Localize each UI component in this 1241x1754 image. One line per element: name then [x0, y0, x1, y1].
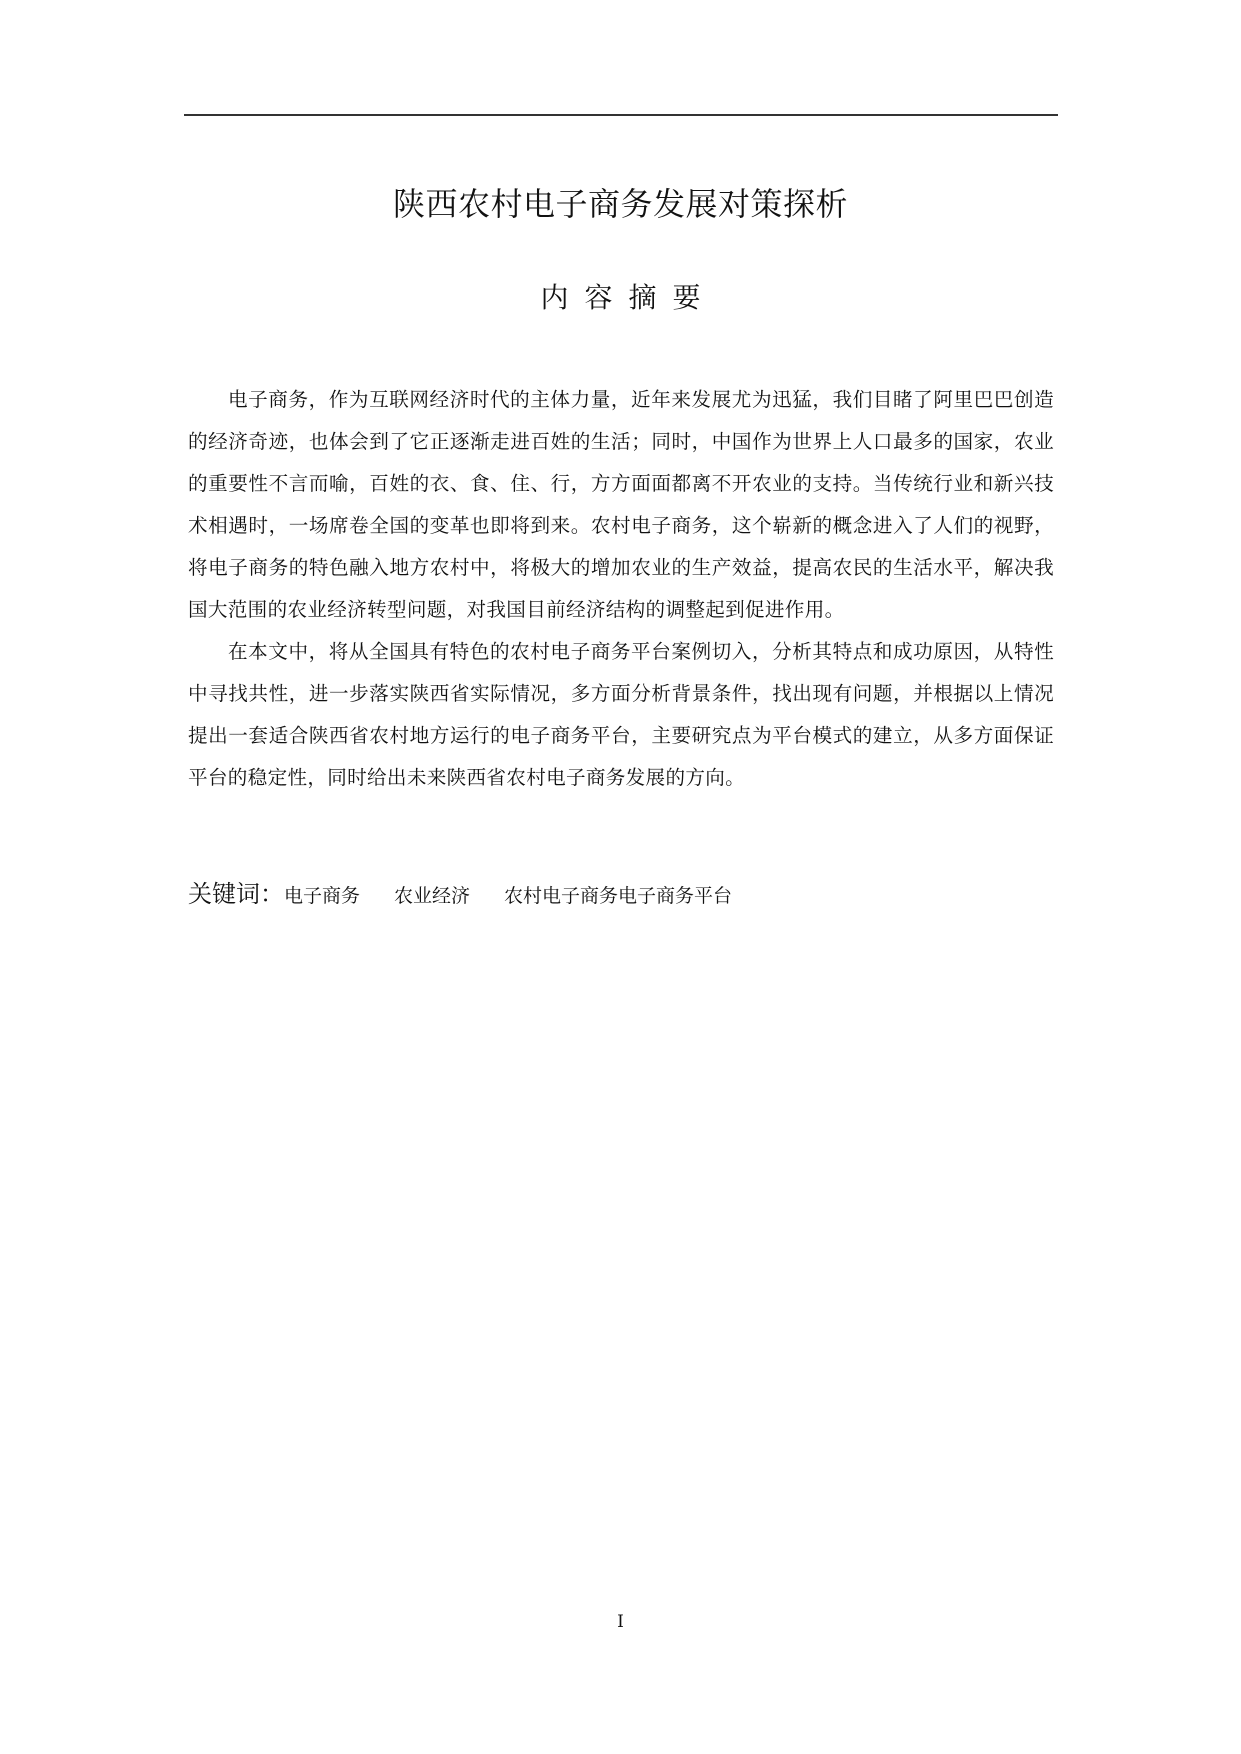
keywords-line: [188, 876, 1054, 915]
abstract-heading: 内容摘要: [540, 281, 717, 314]
abstract-paragraph: 在本文中，将从全国具有特色的农村电子商务平台案例切入，分析其特点和成功原因，从特性中寻找共性，进一步落实陕西省实际情况，多方面分析背景条件，找出现有问题，并根据以上情况提出一套适合陕西省农村地方运行的电子商务平台，主要研究点为平台模式的建立，从多方面保证平台的稳定性，同时给出未来陕西省农村电子商务发展的方向。: [188, 640, 1054, 789]
keyword-item: 农村电子商务电子商务平台: [504, 885, 733, 907]
abstract-paragraph: 电子商务，作为互联网经济时代的主体力量，近年来发展尤为迅猛，我们目睹了阿里巴巴创造的经济奇迹，也体会到了它正逐渐走进百姓的生活；同时，中国作为世界上人口最多的国家，农业的重要性不言而喻，百姓的衣、食、住、行，方方面面都离不开农业的支持。当传统行业和新兴技术相遇时，一场席卷全国的变革也即将到来。农村电子商务，这个崭新的概念进入了人们的视野，将电子商务的特色融入地方农村中，将极大的增加农业的生产效益，提高农民的生活水平，解决我国大范围的农业经济转型问题，对我国目前经济结构的调整起到促进作用。: [188, 388, 1054, 621]
keyword-item: 电子商务: [284, 885, 361, 907]
document-title: 陕西农村电子商务发展对策探析: [392, 185, 848, 223]
header-rule: [184, 114, 1058, 116]
abstract-body: [188, 379, 1054, 799]
page-number: I: [617, 1612, 624, 1632]
keywords-label: 关键词：: [188, 880, 284, 908]
keyword-item: 农业经济: [394, 885, 471, 907]
